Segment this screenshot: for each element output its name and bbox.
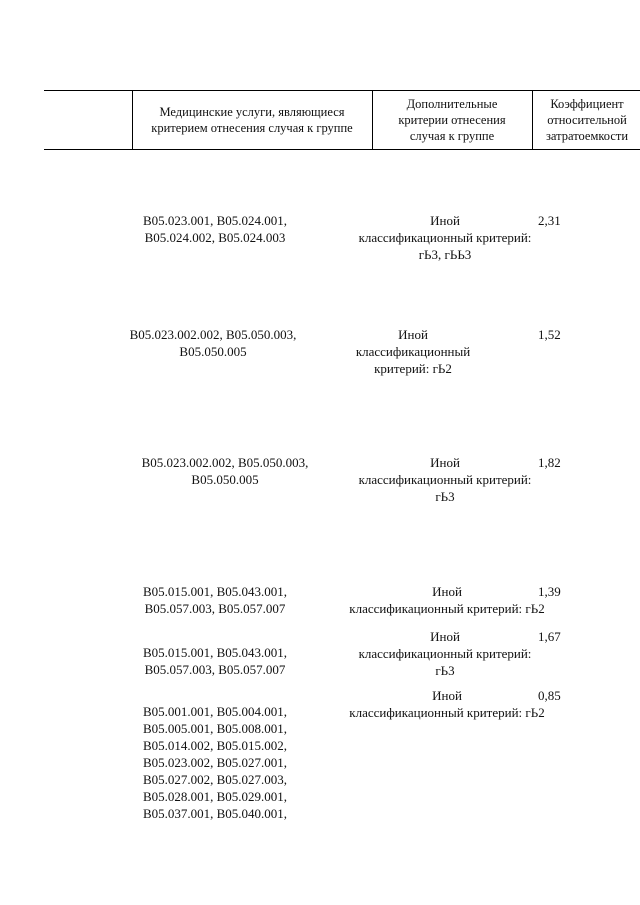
row-3-services: B05.023.002.002, B05.050.003, B05.050.005: [141, 455, 309, 487]
row-3-criteria: Иной классификационный критерий: гЬ3: [358, 455, 532, 504]
row-4-coefficient: 1,39: [538, 584, 561, 599]
row-2-coefficient: 1,52: [538, 327, 561, 342]
row-6-services: B05.001.001, B05.004.001, B05.005.001, B05.008.001, B05.014.002, B05.015.002, B05.023.002, B05.027.001, B05.027.002, B05.027.003, B05.028.001, B05.029.001, B05.037.001, B05.040.001,: [142, 704, 288, 821]
column-divider-3: [532, 90, 533, 149]
column-divider-1: [132, 90, 133, 149]
row-3-coefficient: 1,82: [538, 455, 561, 470]
row-6-criteria: Иной классификационный критерий: гЬ2: [349, 688, 545, 720]
row-1-criteria: Иной классификационный критерий: гЬ3, гЬЬ3: [358, 213, 532, 262]
row-2-services: B05.023.002.002, B05.050.003, B05.050.005: [129, 327, 297, 359]
header-coefficient: Коэффициент относительной затратоемкости: [545, 97, 629, 143]
column-divider-2: [372, 90, 373, 149]
row-5-coefficient: 1,67: [538, 629, 561, 644]
table-top-border: [44, 90, 640, 91]
row-1-coefficient: 2,31: [538, 213, 561, 228]
header-services: Медицинские услуги, являющиеся критерием отнесения случая к группе: [151, 105, 353, 135]
header-bottom-border: [44, 149, 640, 150]
row-5-services: B05.015.001, B05.043.001, B05.057.003, B05.057.007: [142, 645, 288, 677]
row-4-services: B05.015.001, B05.043.001, B05.057.003, B05.057.007: [142, 584, 288, 616]
header-criteria: Дополнительные критерии отнесения случая к группе: [398, 97, 506, 143]
row-1-services: B05.023.001, B05.024.001, B05.024.002, B05.024.003: [142, 213, 288, 245]
row-2-criteria: Иной классификационный критерий: гЬ2: [355, 327, 471, 376]
row-5-criteria: Иной классификационный критерий: гЬ3: [358, 629, 532, 678]
row-6-coefficient: 0,85: [538, 688, 561, 703]
row-4-criteria: Иной классификационный критерий: гЬ2: [349, 584, 545, 616]
